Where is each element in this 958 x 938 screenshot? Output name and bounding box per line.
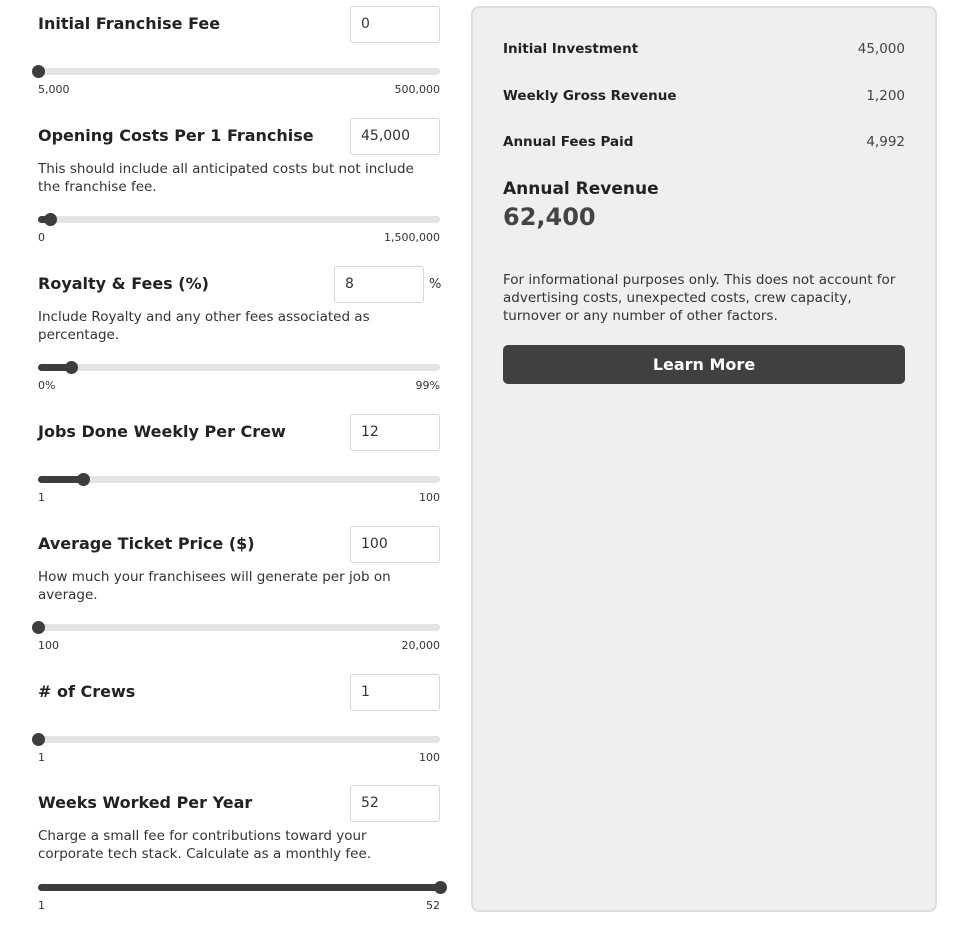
slider-thumb[interactable] [32,621,45,634]
learn-more-button[interactable]: Learn More [503,345,905,384]
slider-min-label: 0 [38,231,45,244]
field-label: Jobs Done Weekly Per Crew [38,422,286,441]
percent-unit: % [429,277,442,292]
slider-thumb[interactable] [65,361,78,374]
slider-max-label: 99% [415,379,440,392]
annual-fees-row [503,134,905,150]
slider-min-label: 1 [38,491,45,504]
weekly-gross-value: 1,200 [866,88,905,104]
field-label: Royalty & Fees (%) [38,274,209,293]
field-description: Charge a small fee for contributions toward your corporate tech stack. Calculate as a monthly fee. [38,828,372,862]
field-label: # of Crews [38,682,136,701]
jobs-weekly-slider[interactable] [38,476,440,483]
annual-revenue-label: Annual Revenue [503,179,659,199]
slider-thumb[interactable] [434,881,447,894]
slider-min-label: 100 [38,639,59,652]
slider-thumb[interactable] [32,733,45,746]
opening-costs-input[interactable]: 45,000 [350,118,440,155]
slider-fill [38,476,83,483]
slider-min-label: 0% [38,379,56,392]
field-label: Average Ticket Price ($) [38,534,255,553]
slider-max-label: 1,500,000 [384,231,440,244]
field-description: Include Royalty and any other fees associated as percentage. [38,309,370,343]
weeks-worked-slider[interactable] [38,884,440,891]
field-label: Opening Costs Per 1 Franchise [38,126,314,145]
field-label: Weeks Worked Per Year [38,793,253,812]
disclaimer-note: For informational purposes only. This does not account for advertising costs, unexpected costs, crew capacity, turnover or any number of other factors. [503,272,896,324]
field-description: How much your franchisees will generate per job on average. [38,569,391,603]
field-description: This should include all anticipated costs but not include the franchise fee. [38,161,414,195]
slider-max-label: 500,000 [394,83,440,96]
slider-max-label: 100 [419,491,440,504]
slider-min-label: 1 [38,899,45,912]
slider-thumb[interactable] [32,65,45,78]
royalty-fees-slider[interactable] [38,364,440,371]
annual-revenue-value: 62,400 [503,203,596,231]
initial-investment-row [503,41,905,57]
opening-costs-slider[interactable] [38,216,440,223]
results-panel [471,6,937,912]
average-ticket-input[interactable]: 100 [350,526,440,563]
initial-investment-value: 45,000 [857,41,905,57]
weekly-gross-label: Weekly Gross Revenue [503,88,677,104]
initial-franchise-fee-slider[interactable] [38,68,440,75]
crews-input[interactable]: 1 [350,674,440,711]
slider-thumb[interactable] [77,473,90,486]
slider-fill [38,884,440,891]
slider-min-label: 5,000 [38,83,70,96]
slider-max-label: 100 [419,751,440,764]
slider-max-label: 20,000 [401,639,440,652]
slider-max-label: 52 [426,899,440,912]
weekly-gross-row [503,88,905,104]
annual-fees-label: Annual Fees Paid [503,134,634,150]
slider-thumb[interactable] [44,213,57,226]
crews-slider[interactable] [38,736,440,743]
annual-fees-value: 4,992 [866,134,905,150]
weeks-worked-input[interactable]: 52 [350,785,440,822]
average-ticket-slider[interactable] [38,624,440,631]
field-label: Initial Franchise Fee [38,14,221,33]
initial-investment-label: Initial Investment [503,41,639,57]
jobs-weekly-input[interactable]: 12 [350,414,440,451]
slider-min-label: 1 [38,751,45,764]
royalty-fees-input[interactable]: 8 [334,266,424,303]
initial-franchise-fee-input[interactable]: 0 [350,6,440,43]
